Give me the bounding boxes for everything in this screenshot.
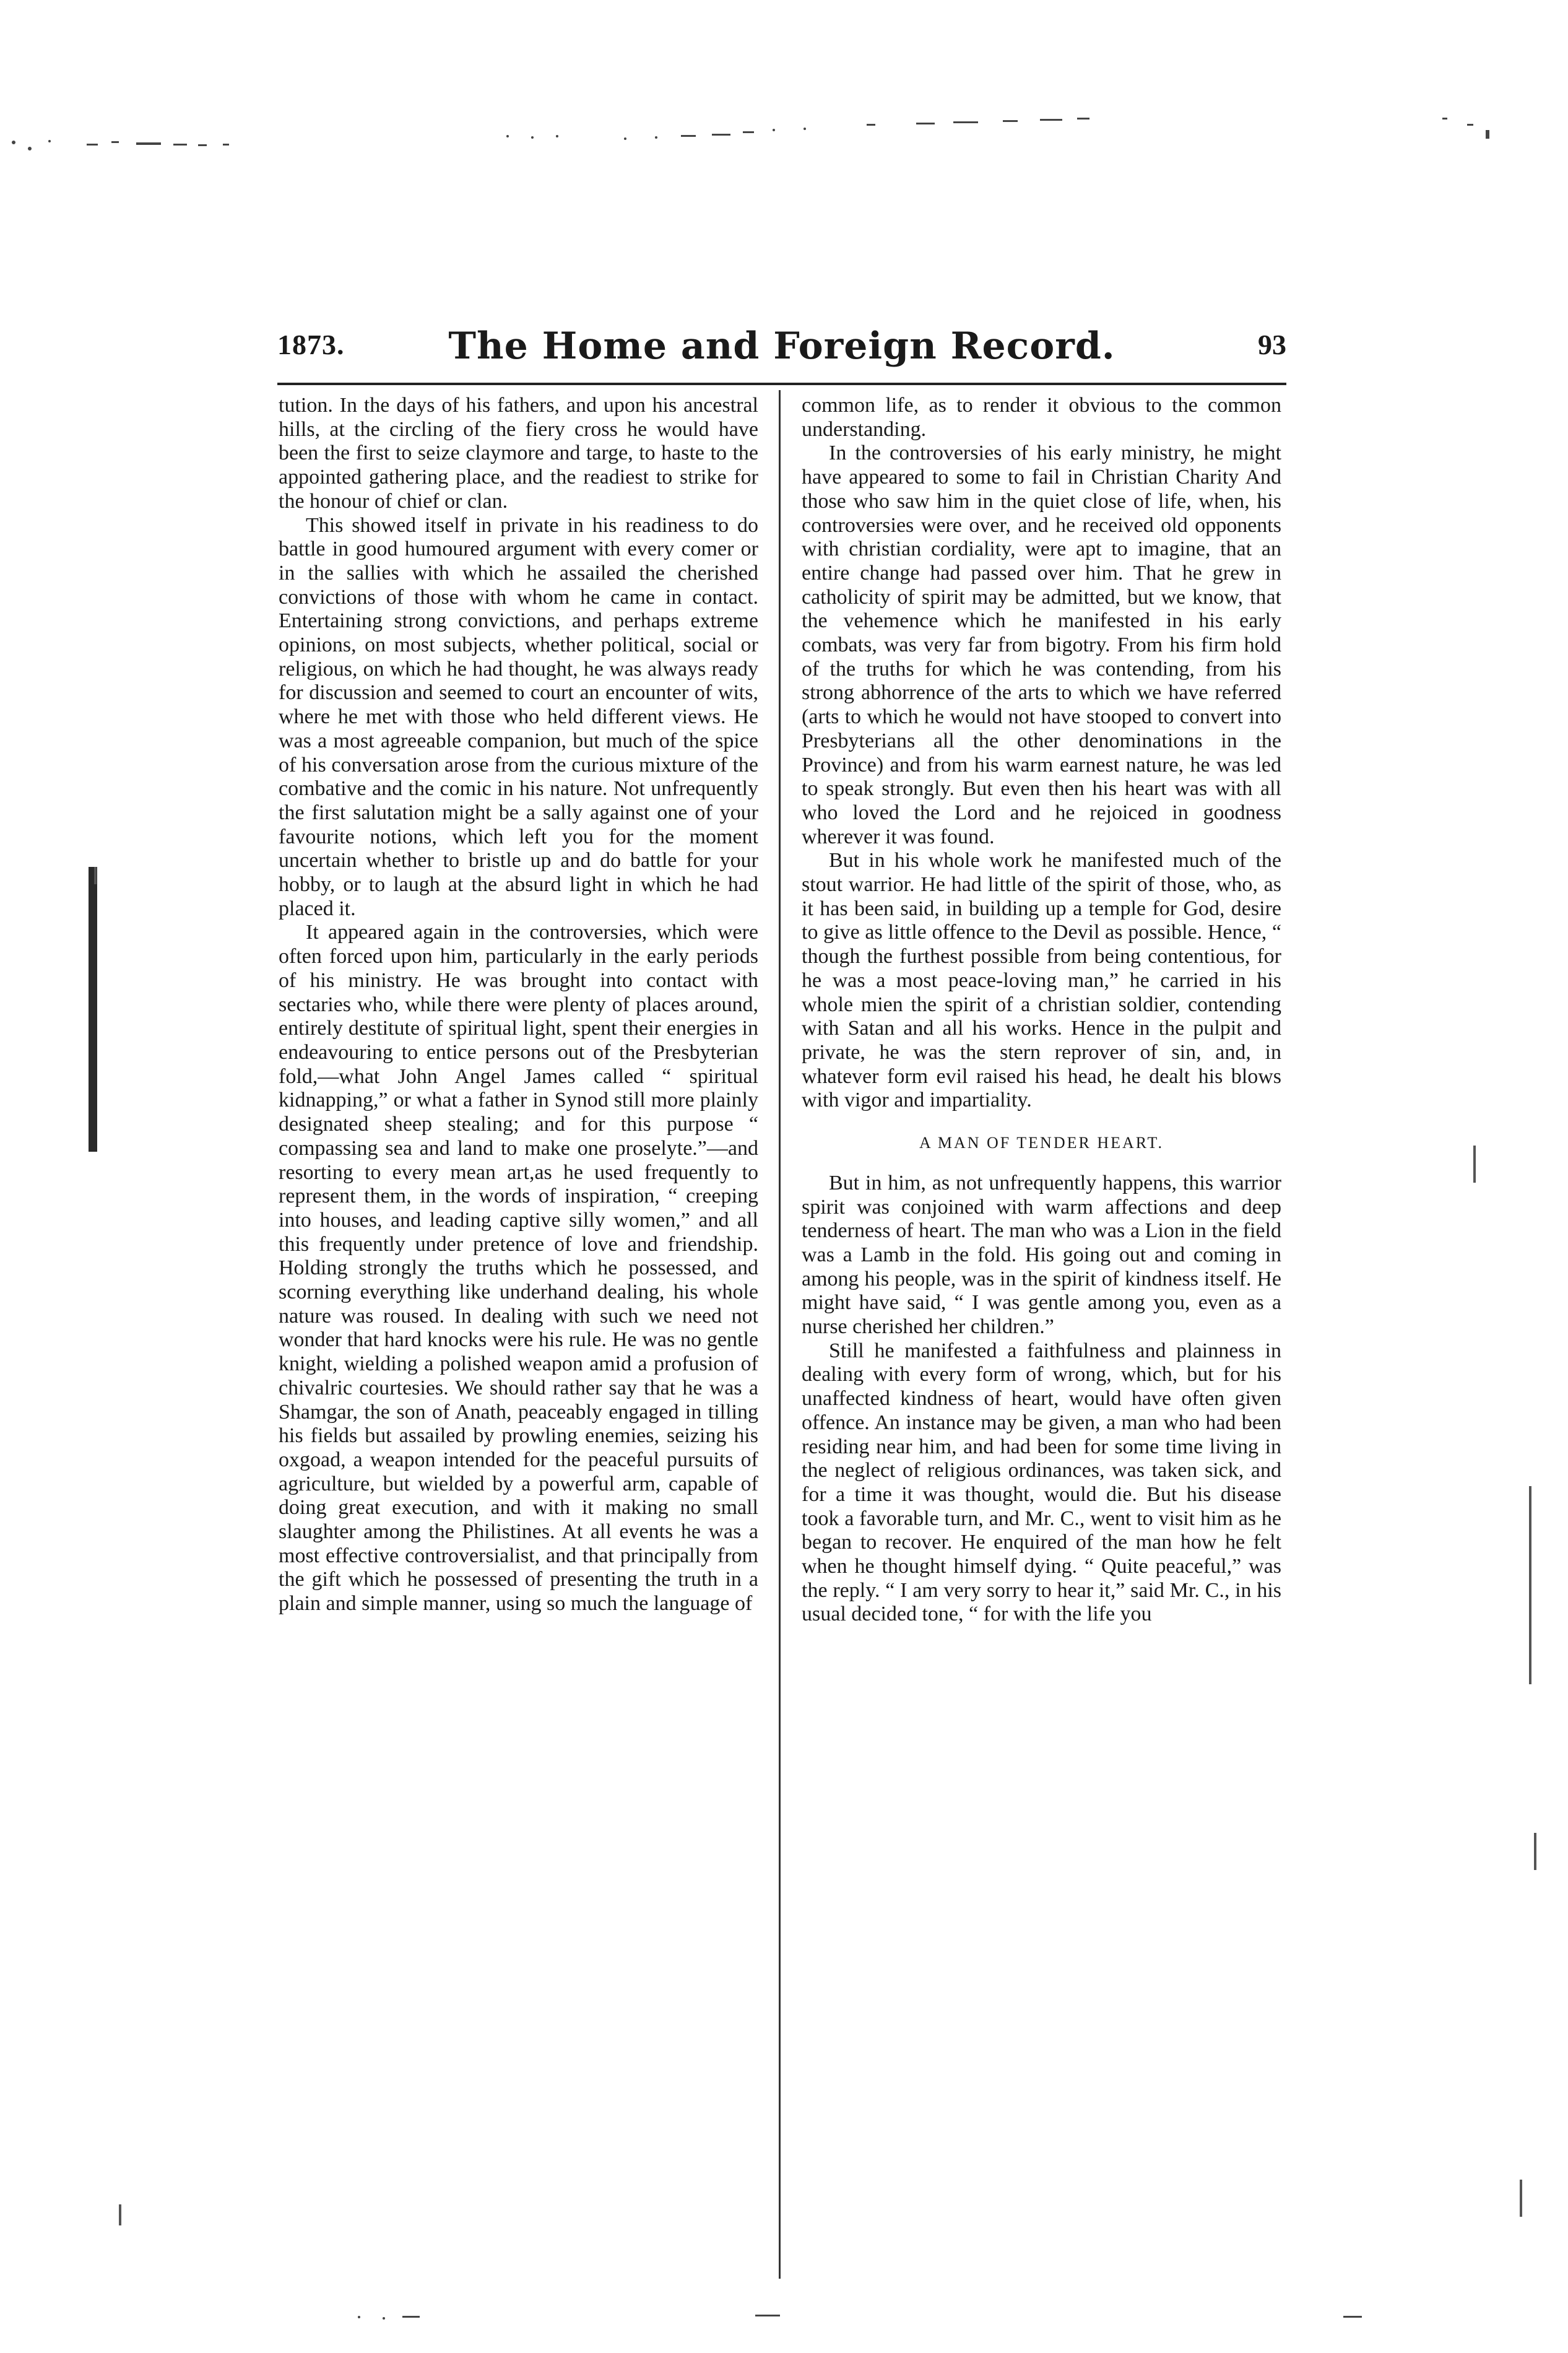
journal-title: The Home and Foreign Record. — [448, 324, 1115, 368]
header-rule — [277, 383, 1286, 385]
header-year: 1873. — [277, 329, 345, 360]
page-number: 93 — [1258, 329, 1286, 360]
scan-noise-bottom — [0, 2291, 1568, 2353]
margin-tick-left-top — [94, 867, 97, 884]
right-paragraph-2: In the controversies of his early ministry, he might have appeared to some to fail in Christian Charity And those who saw him in the quiet close of life, when, his controversies were over, and he received old opponents with christian cordiality, were apt to imagine, that an entire change had passed over him. That he grew in catholicity of spirit may be admitted, but we know, that the vehemence which he manifested in his early combats, was very far from bigotry. From his firm hold of the truths for which he was contending, from his strong abhorrence of the arts to which we have referred (arts to which he would not have stooped to convert into Presbyterians all the other denominations in the Province) and from his warm earnest nature, he was led to speak strongly. But even then his heart was with all who loved the Lord and he rejoiced in goodness wherever it was found. — [802, 441, 1281, 848]
right-column — [802, 394, 1281, 2270]
margin-tick-right-3 — [1534, 1833, 1536, 1870]
margin-marker-left — [89, 867, 97, 1152]
running-header — [277, 322, 1286, 378]
left-paragraph-3: It appeared again in the controversies, which were often forced upon him, particularly in the early periods of his ministry. He was brought into contact with sectaries who, while there were plenty of places around, entirely destitute of spiritual light, spent their energies in endeavouring to entice persons out of the Presbyterian fold,—what John Angel James called “ spiritual kidnapping,” or what a father in Synod still more plainly designated sheep stealing; and for this purpose “ compassing sea and land to make one proselyte.”—and resorting to every mean art,as he used frequently to represent them, in the words of inspiration, “ creeping into houses, and leading captive silly women,” and all this frequently under pretence of love and friendship. Holding strongly the truths which he possessed, and scorning everything like underhand dealing, his whole nature was roused. In dealing with such we need not wonder that hard knocks were his rule. He was no gentle knight, wielding a polished weapon amid a profusion of chivalric courtesies. We should rather say that he was a Shamgar, the son of Anath, peaceably engaged in tilling his fields but assailed by prowling enemies, seizing his oxgoad, a weapon intended for the peaceful pursuits of agriculture, but wielded by a powerful arm, capable of doing great execution, and with it making no small slaughter among the Philistines. At all events he was a most effective controversialist, and that principally from the gift which he possessed of presenting the truth in a plain and simple manner, using so much the language of — [279, 921, 758, 1616]
right-paragraph-4: But in him, as not unfrequently happens, this warrior spirit was conjoined with warm affections and deep tenderness of heart. The man who was a Lion in the field was a Lamb in the fold. His going out and coming in among his people, was in the spirit of kindness itself. He might have said, “ I was gentle among you, even as a nurse cherished her children.” — [802, 1171, 1281, 1339]
scan-noise-top — [0, 105, 1568, 167]
margin-tick-right-1 — [1473, 1146, 1476, 1183]
right-paragraph-3: But in his whole work he manifested much of the stout warrior. He had little of the spirit of those, who, as it has been said, in building up a temple for God, desire to give as little offence to the Devil as possible. Hence, “ though the furthest possible from being contentious, for he was a most peace-loving man,” he carried in his whole mien the spirit of a christian soldier, contending with Satan and all his works. Hence in the pulpit and private, he was the stern reprover of sin, and, in whatever form evil raised his head, he dealt his blows with vigor and impartiality. — [802, 849, 1281, 1112]
section-heading: A MAN OF TENDER HEART. — [919, 1134, 1164, 1152]
column-divider — [779, 390, 781, 2279]
margin-tick-right-4 — [1520, 2180, 1522, 2217]
right-paragraph-5: Still he manifested a faithfulness and plainness in dealing with every form of wrong, which, but for his unaffected kindness of heart, would have often given offence. An instance may be given, a man who had been residing near him, and had been for some time living in the neglect of religious ordinances, was taken sick, and for a time it was thought, would die. But his disease took a favorable turn, and Mr. C., went to visit him as he began to recover. He enquired of the man how he felt when he thought himself dying. “ Quite peaceful,” was the reply. “ I am very sorry to hear it,” said Mr. C., in his usual decided tone, “ for with the life you — [802, 1339, 1281, 1626]
margin-tick-right-2 — [1529, 1486, 1531, 1684]
right-paragraph-1: common life, as to render it obvious to the common understanding. — [802, 394, 1281, 441]
left-column — [279, 394, 758, 2270]
left-paragraph-2: This showed itself in private in his readiness to do battle in good humoured argument with every comer or in the sallies with which he assailed the cherished convictions of those with whom he came in contact. Entertaining strong convictions, and perhaps extreme opinions, on most subjects, whether political, social or religious, on which he had thought, he was always ready for discussion and seemed to court an encounter of wits, where he met with those who held different views. He was a most agreeable companion, but much of the spice of his conversation arose from the curious mixture of the combative and the comic in his nature. Not unfrequently the first salutation might be a sally against one of your favourite notions, which left you for the moment uncertain whether to bristle up and do battle for your hobby, or to laugh at the absurd light in which he had placed it. — [279, 513, 758, 920]
margin-tick-bottom-left — [119, 2204, 121, 2225]
left-paragraph-1: tution. In the days of his fathers, and upon his ancestral hills, at the circling of the fiery cross he would have been the first to seize claymore and targe, to haste to the appointed gathering place, and the readiest to strike for the honour of chief or clan. — [279, 394, 758, 513]
